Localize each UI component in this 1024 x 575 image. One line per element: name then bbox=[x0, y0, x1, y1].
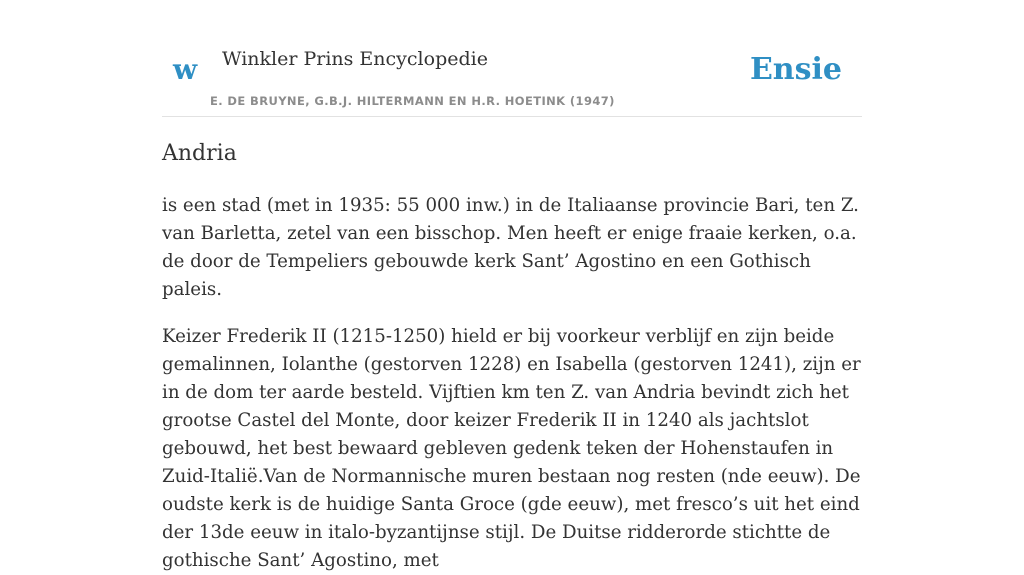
winkler-prins-logo[interactable]: w bbox=[173, 53, 198, 86]
site-header bbox=[162, 0, 862, 117]
article-paragraph: Keizer Frederik II (1215-1250) hield er bij voorkeur verblijf en zijn beide gemalinnen, Iolanthe (gestorven 1228) en Isabella (gestorven 1241), zijn er in de dom ter aarde besteld. Vijftien km ten Z. van Andria bevindt zich het grootse Castel del Monte, door keizer Frederik II in 1240 als jachtslot gebouwd, het best bewaard gebleven gedenk teken der Hohenstaufen in Zuid-Italië.Van de Normannische muren bestaan nog resten (nde eeuw). De oudste kerk is de huidige Santa Groce (gde eeuw), met fresco’s uit het eind der 13de eeuw in italo-byzantijnse stijl. De Duitse ridderorde stichtte de gothische Sant’ Agostino, met bbox=[162, 326, 861, 571]
article-paragraph: is een stad (met in 1935: 55 000 inw.) in de Italiaanse provincie Bari, ten Z. van Barletta, zetel van een bisschop. Men heeft er enige fraaie kerken, o.a. de door de Tempeliers gebouwde kerk Sant’ Agostino en een Gothisch paleis. bbox=[162, 195, 859, 300]
article bbox=[162, 136, 862, 575]
ensie-brand-logo[interactable]: Ensie bbox=[749, 52, 842, 87]
publication-authors: E. DE BRUYNE, G.B.J. HILTERMANN EN H.R. HOETINK (1947) bbox=[210, 94, 615, 108]
publication-title[interactable]: Winkler Prins Encyclopedie bbox=[222, 48, 488, 70]
article-title: Andria bbox=[162, 141, 237, 166]
